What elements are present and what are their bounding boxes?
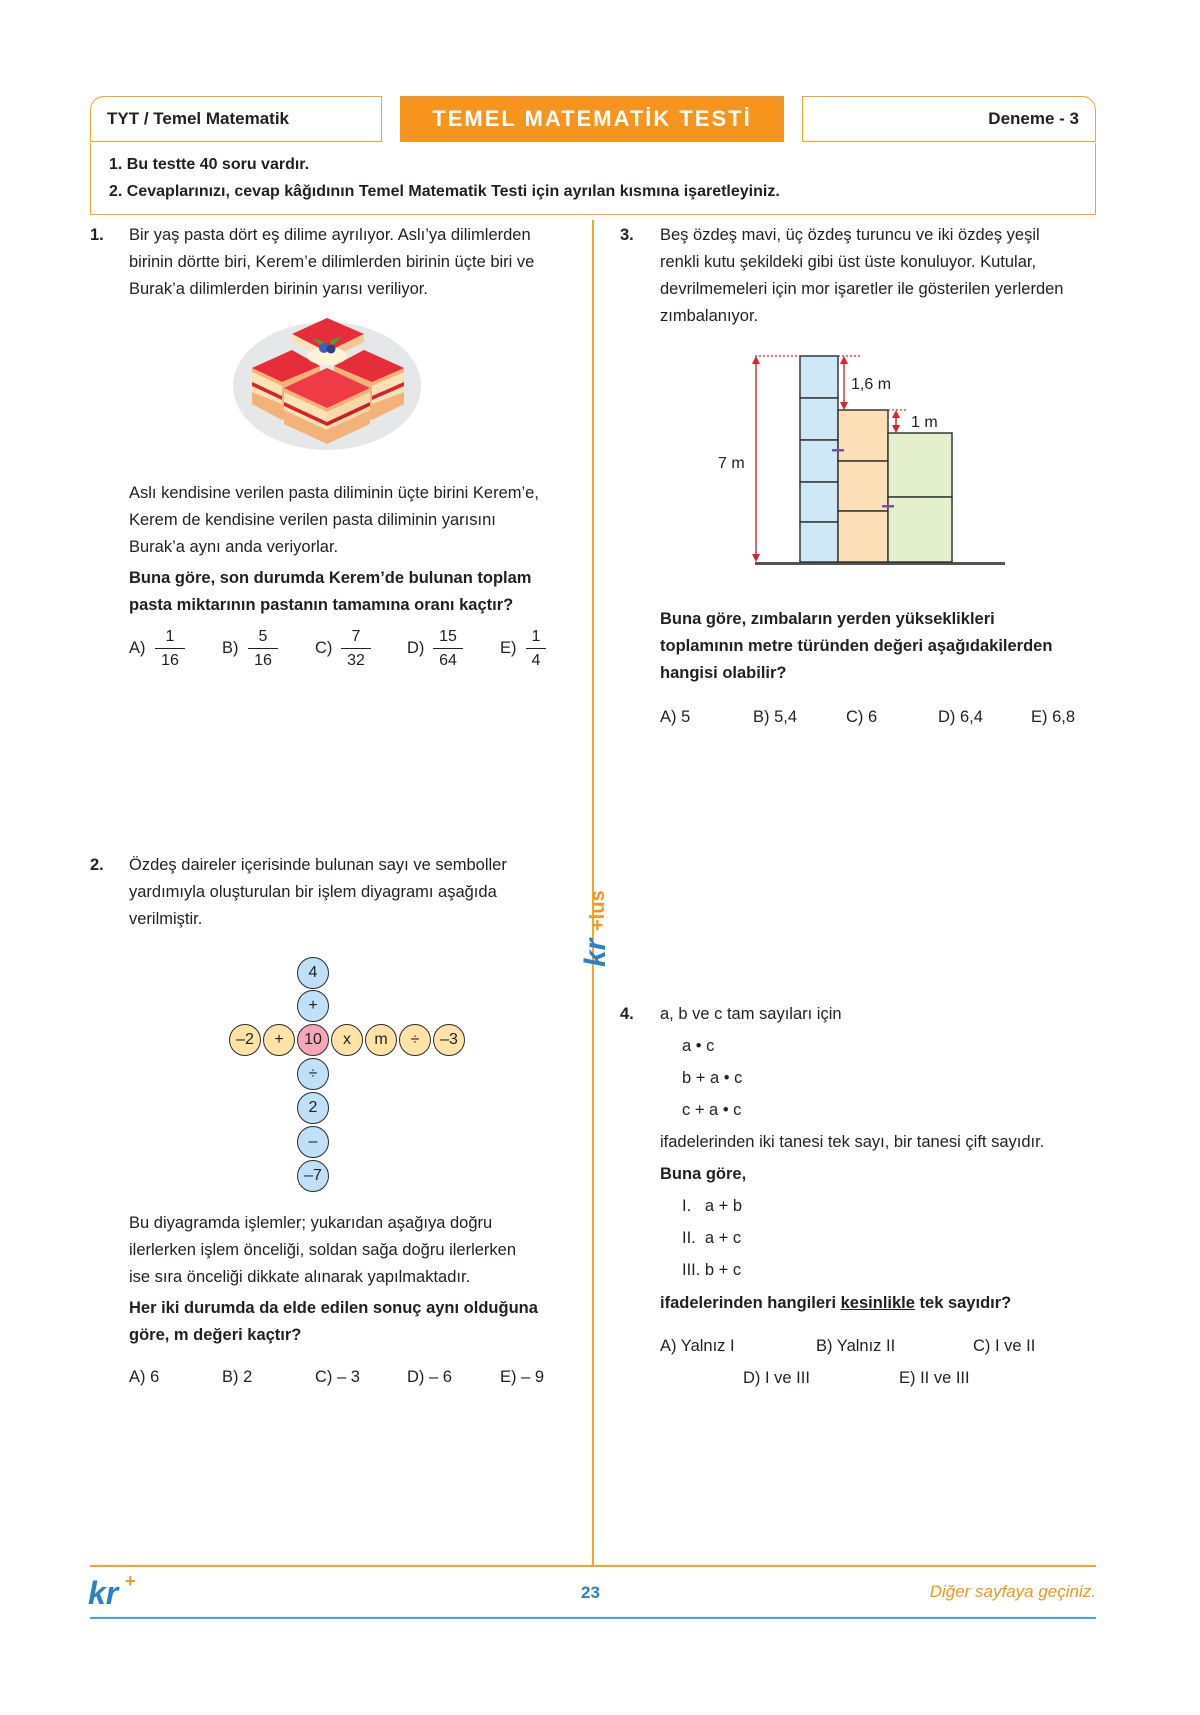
exam-label: Deneme - 3 bbox=[988, 109, 1079, 128]
q4-expr-1: a • c bbox=[682, 1037, 715, 1055]
footer-bottom-rule bbox=[90, 1617, 1096, 1619]
header-left-box bbox=[90, 96, 382, 142]
footer-logo bbox=[88, 1573, 148, 1613]
page-number: 23 bbox=[581, 1583, 600, 1602]
total-height-label: 7 m bbox=[718, 455, 745, 472]
q4-option-c[interactable]: C) I ve II bbox=[973, 1337, 1036, 1355]
option-fraction: $\frac{7}{32}$ bbox=[341, 626, 371, 673]
gap1-label: 1,6 m bbox=[851, 376, 892, 393]
q2-intro: Özdeş daireler içerisinde bulunan sayı ve semboller yardımıyla oluşturulan bir işlem diyagramı aşağıda verilmiştir. bbox=[129, 856, 507, 928]
q2-option-b[interactable]: B) 2 bbox=[222, 1368, 253, 1386]
q3-option-c[interactable]: C) 6 bbox=[846, 708, 878, 726]
q4-intro: a, b ve c tam sayıları için bbox=[660, 1005, 842, 1023]
q4-option-d[interactable]: D) I ve III bbox=[743, 1369, 810, 1387]
q4-expr-3: c + a • c bbox=[682, 1101, 742, 1119]
next-page-note: Diğer sayfaya geçiniz. bbox=[929, 1582, 1096, 1601]
krplus-watermark bbox=[572, 873, 614, 969]
header-right-box bbox=[802, 96, 1096, 142]
test-title: TEMEL MATEMATİK TESTİ bbox=[400, 96, 784, 142]
option-label: E) bbox=[500, 639, 517, 657]
gap2-label: 1 m bbox=[911, 414, 938, 431]
diagram-circle: m bbox=[365, 1024, 397, 1056]
option-label: D) bbox=[407, 639, 425, 657]
q4-expr-2: b + a • c bbox=[682, 1069, 743, 1087]
q4-item-2: II. a + c bbox=[682, 1229, 742, 1247]
q3-option-a[interactable]: A) 5 bbox=[660, 708, 691, 726]
diagram-circle: –2 bbox=[229, 1024, 261, 1056]
svg-text:+lus: +lus bbox=[587, 890, 609, 931]
option-fraction: $\frac{1}{16}$ bbox=[155, 626, 185, 673]
diagram-circle: 4 bbox=[297, 957, 329, 989]
footer-logo-text: kr bbox=[88, 1575, 119, 1611]
q4-after: ifadelerinden iki tanesi tek sayı, bir tanesi çift sayıdır. bbox=[660, 1133, 1045, 1151]
subject-label: TYT / Temel Matematik bbox=[107, 109, 290, 128]
q1-question: Buna göre, son durumda Kerem’de bulunan toplam pasta miktarının pastanın tamamına oranı kaçtır? bbox=[129, 569, 532, 614]
q2-option-d[interactable]: D) – 6 bbox=[407, 1368, 452, 1386]
q3-question: Buna göre, zımbaların yerden yükseklikleri toplamının metre türünden değeri aşağıdakilerden hangisi olabilir? bbox=[660, 610, 1053, 682]
q4-option-e[interactable]: E) II ve III bbox=[899, 1369, 970, 1387]
krplus-logo-icon bbox=[572, 873, 614, 969]
q4-question: ifadelerinden hangileri kesinlikle tek sayıdır? bbox=[660, 1294, 1012, 1312]
footer-top-rule bbox=[90, 1565, 1096, 1567]
diagram-circle: 2 bbox=[297, 1092, 329, 1124]
instructions-box bbox=[90, 143, 1096, 215]
diagram-circle: + bbox=[263, 1024, 295, 1056]
diagram-circle: – bbox=[297, 1126, 329, 1158]
q3-option-b[interactable]: B) 5,4 bbox=[753, 708, 798, 726]
diagram-center-circle: 10 bbox=[297, 1024, 329, 1056]
option-label: B) bbox=[222, 639, 239, 657]
q4-item-1: I. a + b bbox=[682, 1197, 743, 1215]
q2-question: Her iki durumda da elde edilen sonuç aynı olduğuna göre, m değeri kaçtır? bbox=[129, 1299, 538, 1344]
q1-intro: Bir yaş pasta dört eş dilime ayrılıyor. Aslı’ya dilimlerden birinin dörtte biri, Kerem’e dilimlerden birinin üçte biri ve Burak’a dilimlerden birinin yarısı veriliyor. bbox=[129, 226, 535, 298]
diagram-circle: x bbox=[331, 1024, 363, 1056]
emphasis-underline: kesinlikle bbox=[840, 1294, 915, 1312]
q3-option-d[interactable]: D) 6,4 bbox=[938, 708, 983, 726]
diagram-circle: –3 bbox=[433, 1024, 465, 1056]
cake-image bbox=[232, 308, 422, 453]
q2-option-e[interactable]: E) – 9 bbox=[500, 1368, 545, 1386]
instruction-1: 1. Bu testte 40 soru vardır. bbox=[109, 156, 310, 173]
diagram-circle: + bbox=[297, 990, 329, 1022]
q2-option-c[interactable]: C) – 3 bbox=[315, 1368, 360, 1386]
q4-option-b[interactable]: B) Yalnız II bbox=[816, 1337, 896, 1355]
q2-option-a[interactable]: A) 6 bbox=[129, 1368, 160, 1386]
option-fraction: $\frac{1}{4}$ bbox=[526, 626, 546, 673]
diagram-circle: ÷ bbox=[399, 1024, 431, 1056]
q2-number: 2. bbox=[90, 856, 104, 874]
q4-lead: Buna göre, bbox=[660, 1165, 747, 1183]
svg-text:kr: kr bbox=[579, 938, 612, 967]
q4-number: 4. bbox=[620, 1005, 634, 1023]
diagram-circle: –7 bbox=[297, 1160, 329, 1192]
q1-body: Aslı kendisine verilen pasta diliminin üçte birini Kerem’e, Kerem de kendisine verilen pasta diliminin yarısını Burak’a aynı anda veriyorlar. bbox=[129, 484, 539, 556]
q3-option-e[interactable]: E) 6,8 bbox=[1031, 708, 1076, 726]
q2-body: Bu diyagramda işlemler; yukarıdan aşağıya doğru ilerlerken işlem önceliği, soldan sağa doğru ilerlerken ise sıra önceliği dikkate alınarak yapılmaktadır. bbox=[129, 1214, 517, 1286]
option-fraction: $\frac{5}{16}$ bbox=[248, 626, 278, 673]
instruction-2: 2. Cevaplarınızı, cevap kâğıdının Temel Matematik Testi için ayrılan kısmına işaretleyiniz. bbox=[109, 183, 780, 200]
option-label: A) bbox=[129, 639, 146, 657]
option-fraction: $\frac{15}{64}$ bbox=[433, 626, 463, 673]
q3-number: 3. bbox=[620, 226, 634, 244]
q3-intro: Beş özdeş mavi, üç özdeş turuncu ve iki özdeş yeşil renkli kutu şekildeki gibi üst üste konuluyor. Kutular, devrilmemeleri için mor işaretler ile gösterilen yerlerden zımbalanıyor. bbox=[660, 226, 1064, 325]
q1-number: 1. bbox=[90, 226, 104, 244]
q4-item-3: III. b + c bbox=[682, 1261, 742, 1279]
plus-icon: + bbox=[125, 1571, 136, 1591]
diagram-circle: ÷ bbox=[297, 1058, 329, 1090]
q4-option-a[interactable]: A) Yalnız I bbox=[660, 1337, 735, 1355]
option-label: C) bbox=[315, 639, 333, 657]
